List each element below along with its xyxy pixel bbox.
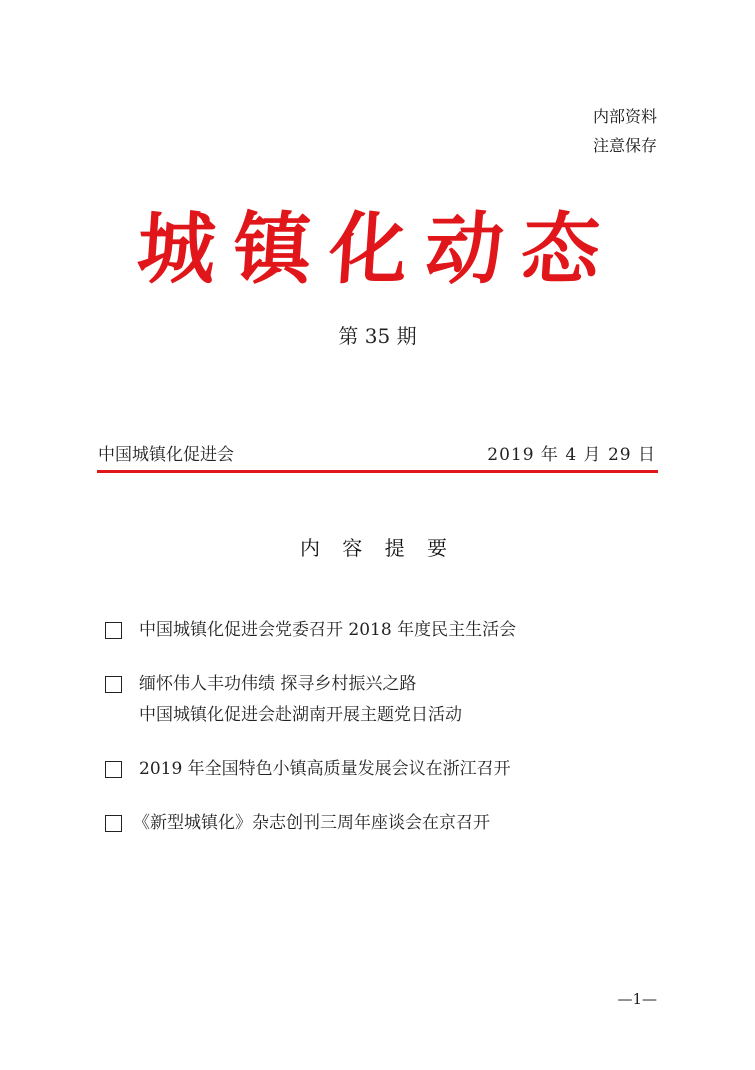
issue-number: 第 35 期 xyxy=(338,324,417,348)
contents-heading: 内 容 提 要 xyxy=(299,536,456,560)
contents-item xyxy=(103,808,663,839)
contents-item xyxy=(103,669,663,731)
contents-item xyxy=(103,754,663,785)
checkbox-square-icon xyxy=(105,676,122,693)
classification-stamp xyxy=(593,102,657,160)
checkbox-square-icon xyxy=(105,622,122,639)
contents-item-line: 2019 年全国特色小镇高质量发展会议在浙江召开 xyxy=(139,759,511,779)
contents-item xyxy=(103,615,663,646)
checkbox-square-icon xyxy=(105,761,122,778)
masthead-title: 城镇化动态 xyxy=(134,204,621,295)
contents-item-line: 《新型城镇化》杂志创刊三周年座谈会在京召开 xyxy=(133,813,490,833)
publish-date: 2019 年 4 月 29 日 xyxy=(487,445,656,465)
publisher-row xyxy=(98,440,656,465)
page-number: —1— xyxy=(617,990,657,1008)
contents-item-line: 中国城镇化促进会赴湖南开展主题党日活动 xyxy=(139,705,462,725)
classification-line-keep: 注意保存 xyxy=(592,136,657,155)
contents-list xyxy=(103,615,663,839)
contents-item-line: 中国城镇化促进会党委召开 2018 年度民主生活会 xyxy=(139,620,517,640)
classification-line-internal: 内部资料 xyxy=(592,107,657,126)
contents-item-line: 缅怀伟人丰功伟绩 探寻乡村振兴之路 xyxy=(139,674,417,694)
red-divider-rule xyxy=(97,470,658,473)
publisher-name: 中国城镇化促进会 xyxy=(98,445,234,465)
checkbox-square-icon xyxy=(105,815,122,832)
